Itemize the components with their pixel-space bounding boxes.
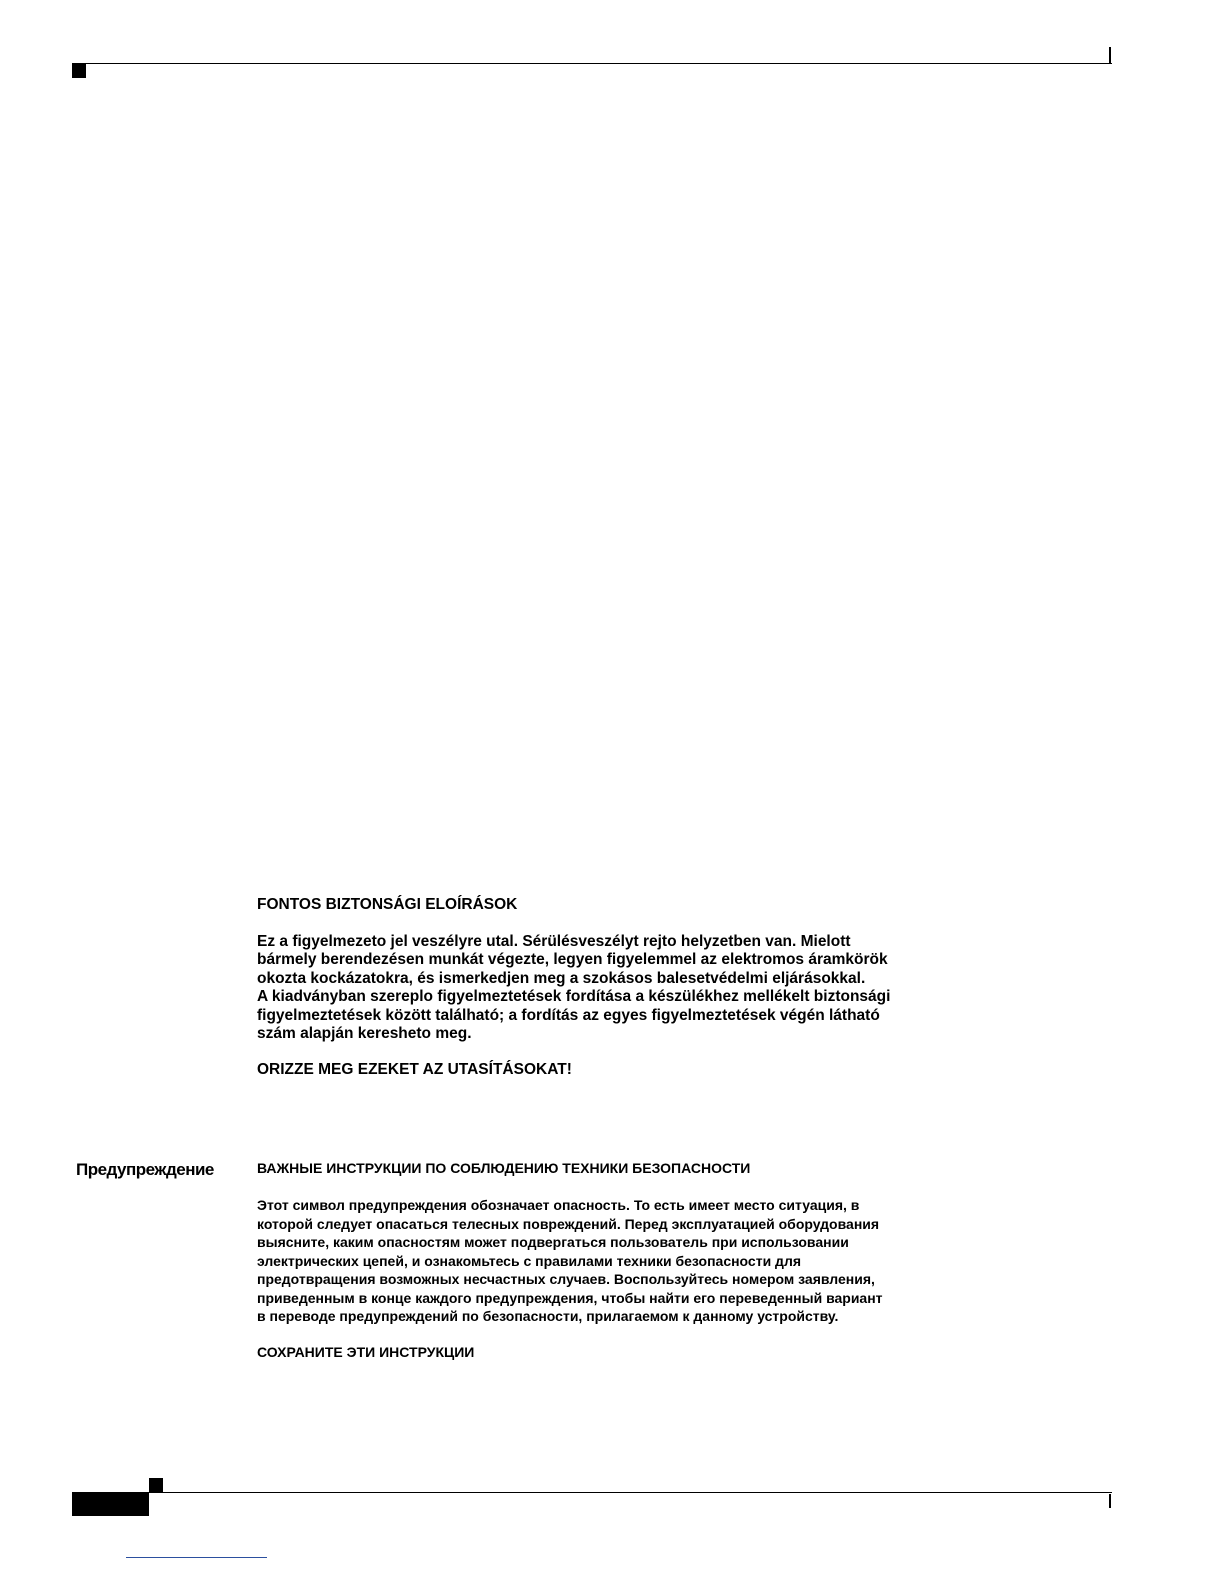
header-rule [72,63,1112,64]
footer-page-block [72,1492,149,1516]
russian-warning-body [257,1196,977,1326]
footer-link-underline[interactable] [126,1557,267,1558]
header-corner-marker [72,64,86,78]
hungarian-warning-body [257,933,977,1043]
footer-small-marker [149,1478,163,1492]
hungarian-warning-heading: FONTOS BIZTONSÁGI ELOÍRÁSOK [257,896,518,913]
footer-rule [149,1492,1112,1493]
body-line: приведенным в конце каждого предупреждения, чтобы найти его переведенный вариант [257,1289,883,1306]
body-line: Этот символ предупреждения обозначает опасность. То есть имеет место ситуация, в [257,1197,860,1213]
russian-warning-closing: СОХРАНИТЕ ЭТИ ИНСТРУКЦИИ [257,1343,475,1360]
russian-warning [257,1159,977,1361]
body-line: предотвращения возможных несчастных случаев. Воспользуйтесь номером заявления, [257,1271,875,1287]
body-line: электрических цепей, и ознакомьтесь с правилами техники безопасности для [257,1252,802,1269]
russian-warning-heading: ВАЖНЫЕ ИНСТРУКЦИИ ПО СОБЛЮДЕНИЮ ТЕХНИКИ БЕЗОПАСНОСТИ [257,1160,751,1176]
hungarian-warning [257,896,977,1079]
header-right-tick [1109,47,1111,63]
body-line: bármely berendezésen munkát végezte, legyen figyelemmel az elektromos áramkörök [257,951,888,969]
russian-warning-label: Предупреждение [76,1160,214,1179]
body-line: в переводе предупреждений по безопасности, прилагаемом к данному устройству. [257,1308,839,1324]
footer-right-tick [1109,1494,1111,1508]
hungarian-warning-closing: ORIZZE MEG EZEKET AZ UTASÍTÁSOKAT! [257,1061,572,1079]
body-line: Ez a figyelmezeto jel veszélyre utal. Sérülésveszélyt rejto helyzetben van. Mielott [257,933,851,950]
body-line: которой следует опасаться телесных повреждений. Перед эксплуатацией оборудования [257,1215,880,1232]
body-line: okozta kockázatokra, és ismerkedjen meg a szokásos balesetvédelmi eljárásokkal. [257,969,866,987]
body-line: выясните, каким опасностям может подвергаться пользователь при использовании [257,1234,849,1250]
body-line: szám alapján kereshetо meg. [257,1025,472,1043]
body-line: figyelmeztetések között található; a fordítás az egyes figyelmeztetések végén látható [257,1006,880,1024]
body-line: A kiadványban szereplo figyelmeztetések fordítása a készülékhez mellékelt biztonsági [257,988,891,1006]
